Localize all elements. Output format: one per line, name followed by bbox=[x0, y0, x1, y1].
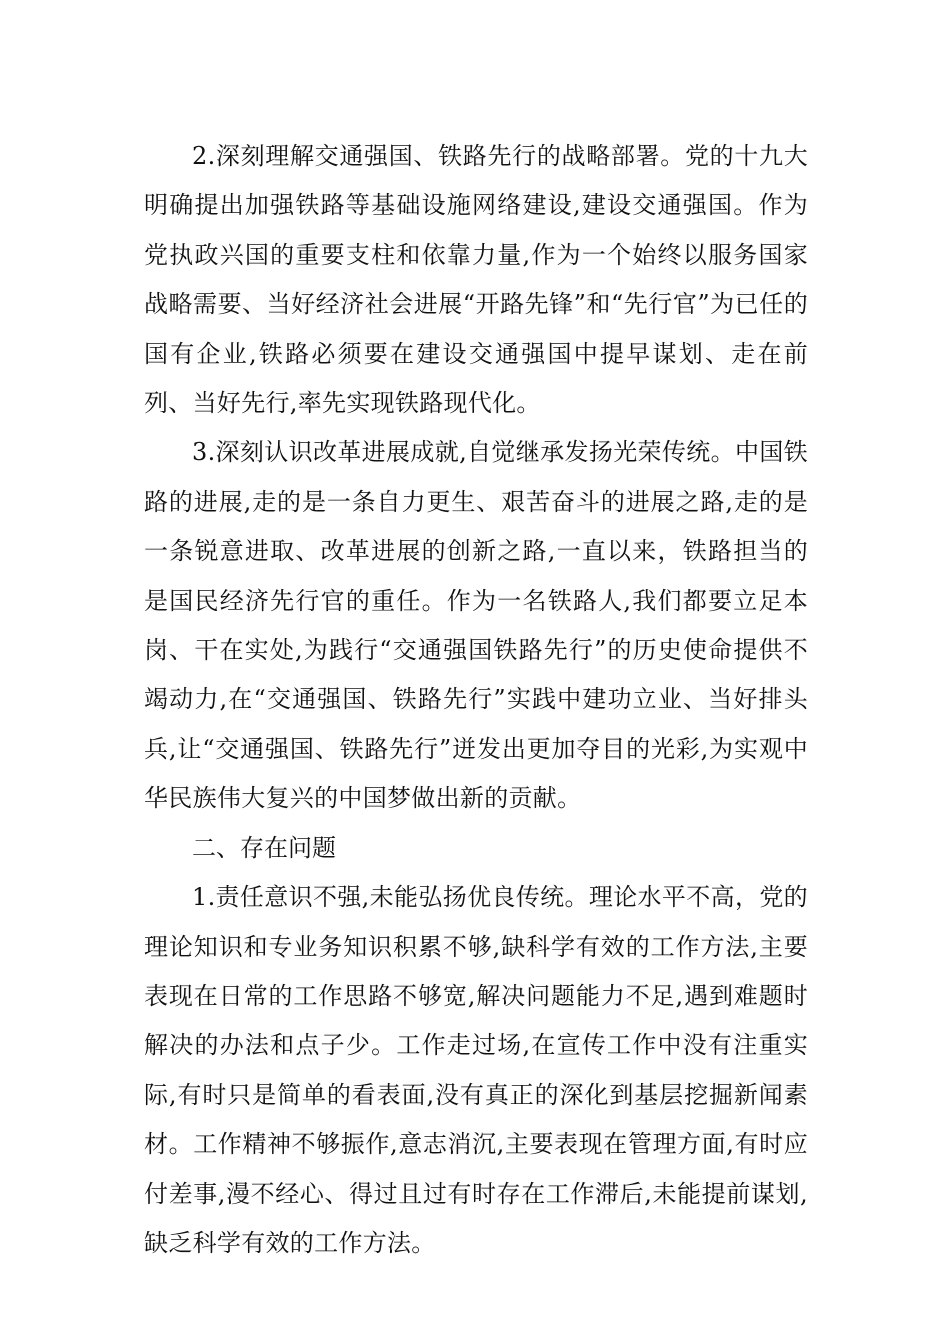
document-page bbox=[144, 132, 808, 1268]
paragraph-strategy: 2.深刻理解交通强国、铁路先行的战略部署。党的十九大明确提出加强铁路等基础设施网络建设,建设交通强国。作为党执政兴国的重要支柱和依靠力量,作为一个始终以服务国家战略需要、当好经济社会进展“开路先锋”和“先行官”为已任的国有企业,铁路必须要在建设交通强国中提早谋划、走在前列、当好先行,率先实现铁路现代化。 bbox=[144, 142, 808, 418]
paragraph-responsibility: 1.责任意识不强,未能弘扬优良传统。理论水平不高，党的理论知识和专业务知识积累不够,缺科学有效的工作方法,主要表现在日常的工作思路不够宽,解决问题能力不足,遇到难题时解决的办法和点子少。工作走过场,在宣传工作中没有注重实际,有时只是简单的看表面,没有真正的深化到基层挖掘新闻素材。工作精神不够振作,意志消沉,主要表现在管理方面,有时应付差事,漫不经心、得过且过有时存在工作滞后,未能提前谋划,缺乏科学有效的工作方法。 bbox=[144, 883, 808, 1257]
paragraph-reform: 3.深刻认识改革进展成就,自觉继承发扬光荣传统。中国铁路的进展,走的是一条自力更生、艰苦奋斗的进展之路,走的是一条锐意进取、改革进展的创新之路,一直以来，铁路担当的是国民经济先行官的重任。作为一名铁路人,我们都要立足本岗、干在实处,为践行“交通强国铁路先行”的历史使命提供不竭动力,在“交通强国、铁路先行”实践中建功立业、当好排头兵,让“交通强国、铁路先行”迸发出更加夺目的光彩,为实观中华民族伟大复兴的中国梦做出新的贡献。 bbox=[144, 438, 808, 813]
section-heading-problems: 二、存在问题 bbox=[192, 833, 336, 862]
